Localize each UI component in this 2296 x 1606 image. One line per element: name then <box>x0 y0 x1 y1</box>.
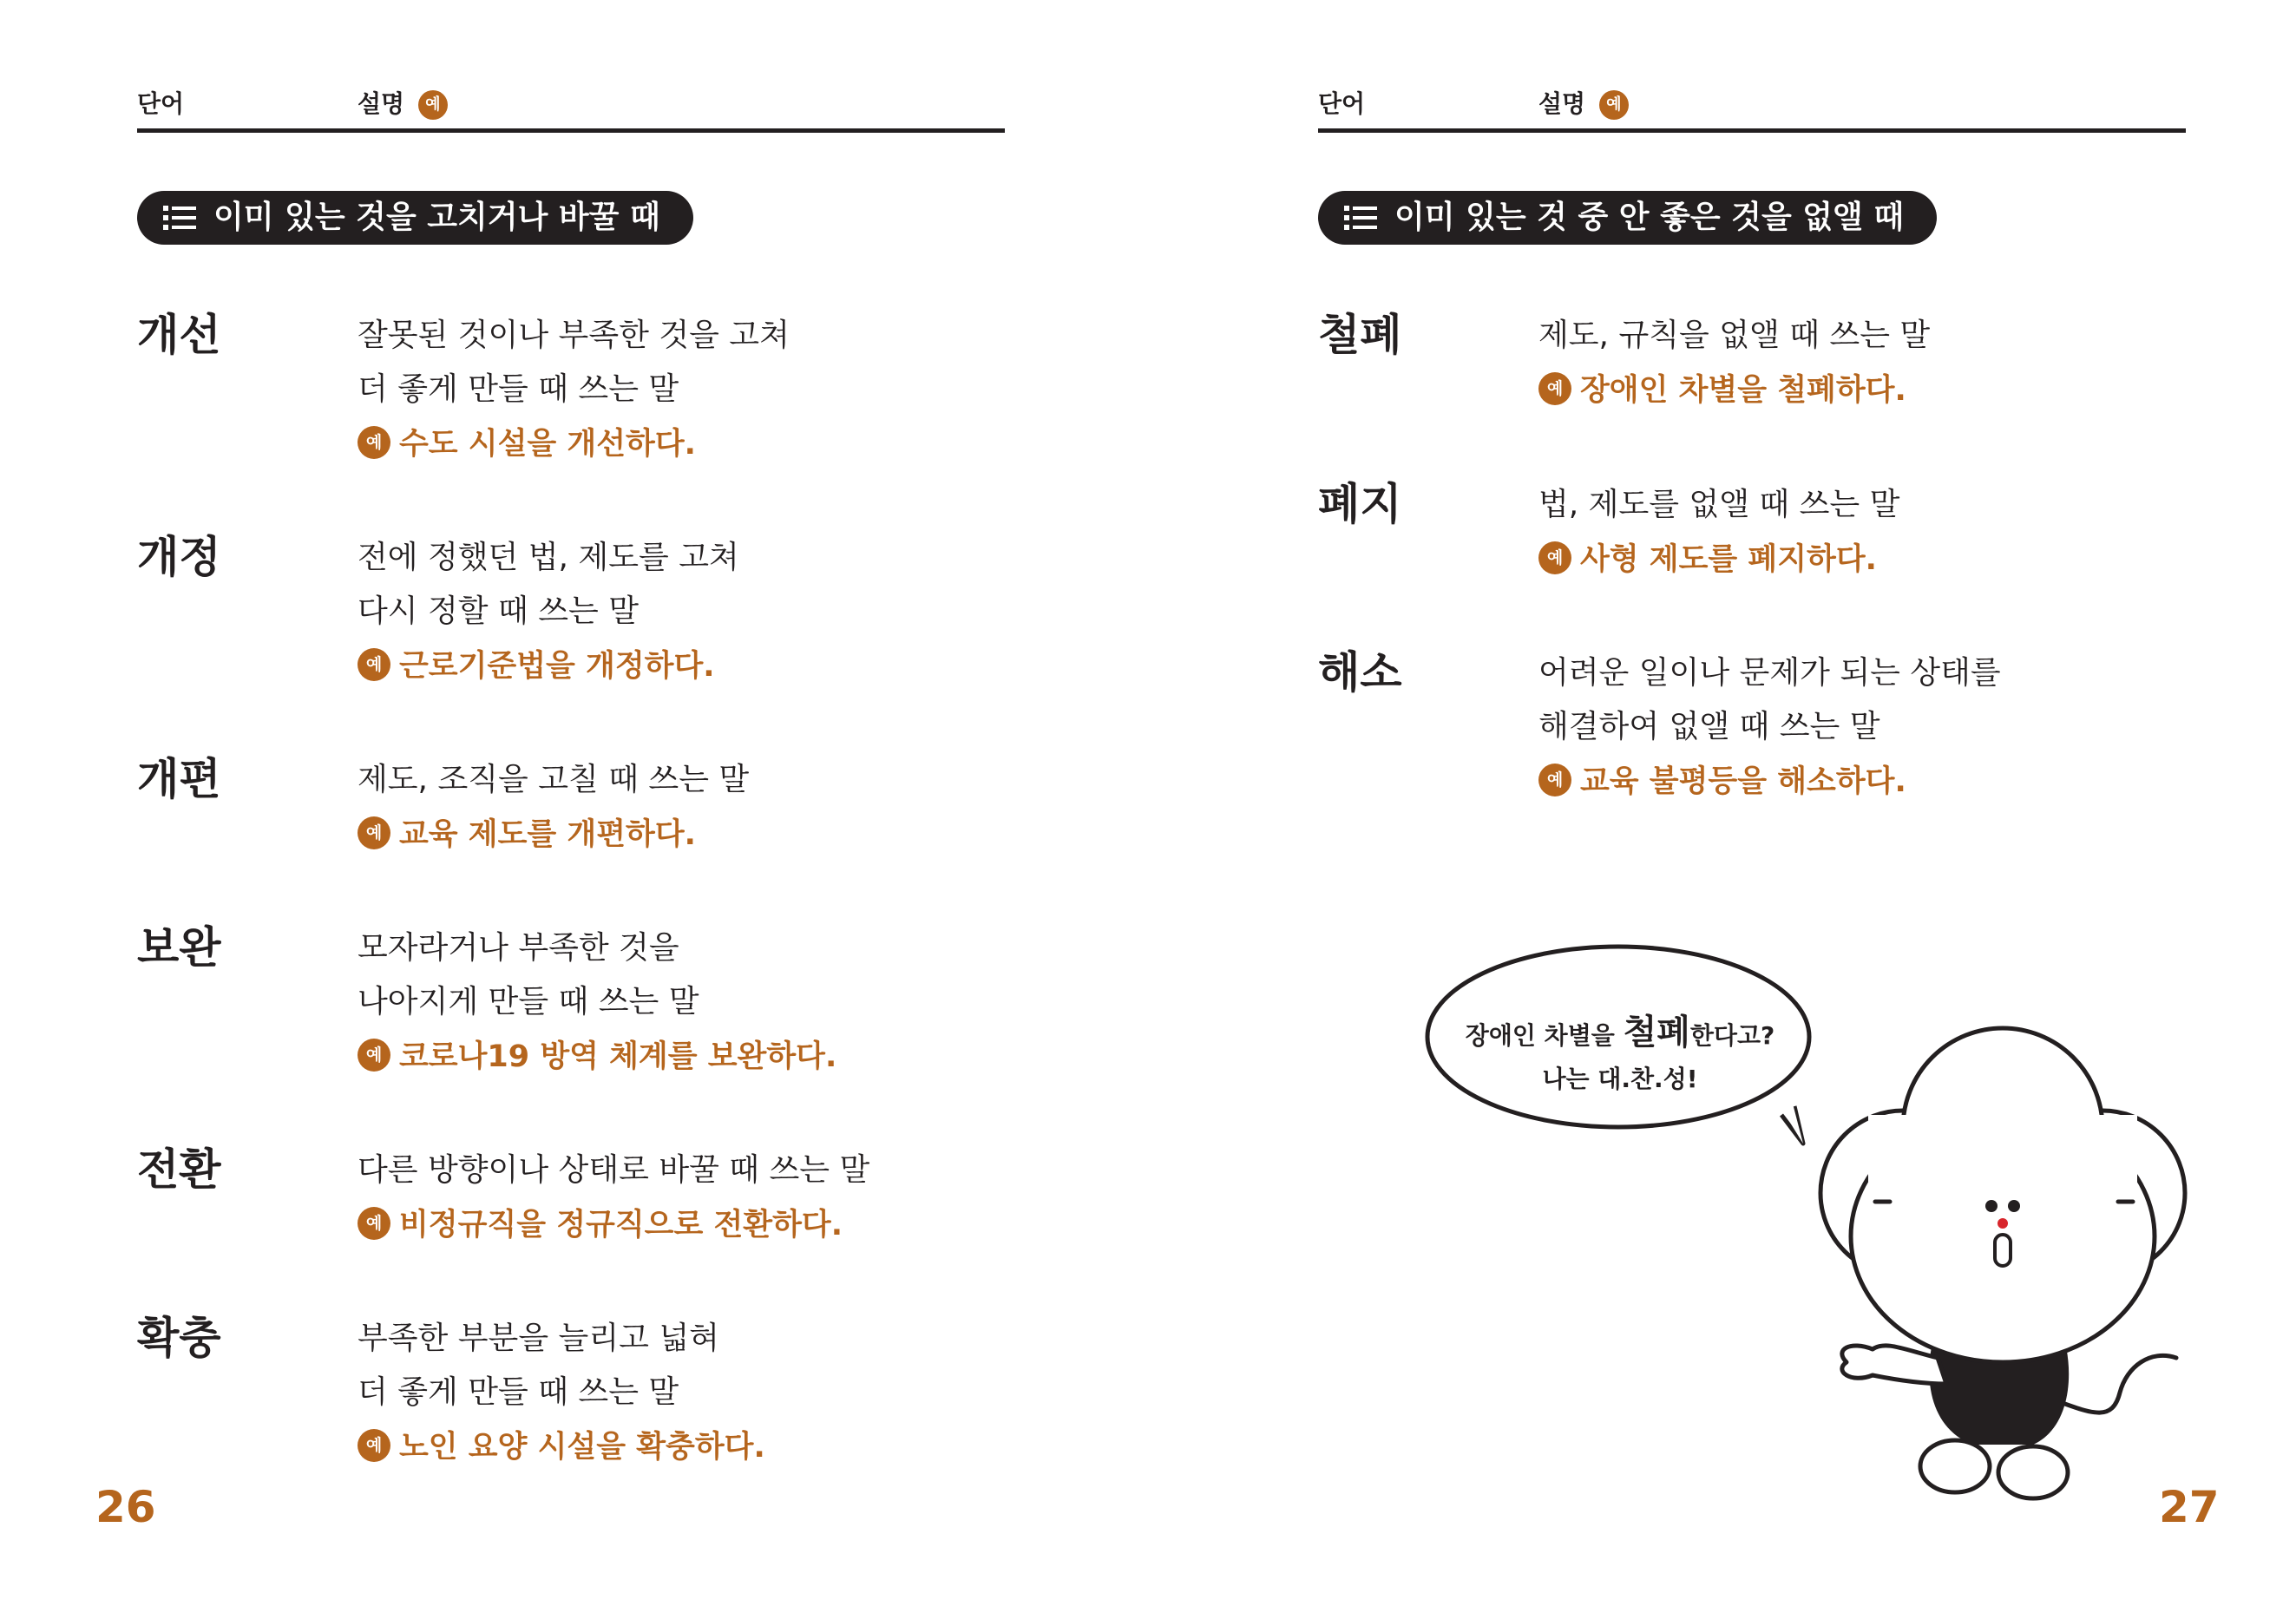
speech-line-2: 나는 대.찬.성! <box>1542 1065 1698 1093</box>
example-badge-icon: 예 <box>358 1429 390 1462</box>
example-badge-icon: 예 <box>418 90 448 120</box>
description-line: 전에 정했던 법, 제도를 고쳐 <box>358 540 739 575</box>
description-label: 설명 <box>358 89 405 118</box>
speech-emphasis: 철폐 <box>1623 1013 1690 1052</box>
example-text: 코로나19 방역 체계를 보완하다. <box>399 1039 837 1074</box>
right-page <box>1148 0 2296 1606</box>
entry-description <box>1538 309 2233 418</box>
description-line: 어려운 일이나 문제가 되는 상태를 <box>1538 655 2001 691</box>
list-icon <box>163 205 196 231</box>
entry-word: 전환 <box>137 1144 221 1195</box>
example-sentence <box>358 416 1052 472</box>
description-label: 설명 <box>1538 89 1586 118</box>
example-sentence <box>1538 532 2233 587</box>
example-badge-icon: 예 <box>1538 372 1571 405</box>
example-sentence <box>358 1197 1052 1253</box>
entry-description <box>358 1312 1052 1475</box>
monkey-foot-right <box>1998 1446 2068 1498</box>
entry-description <box>358 753 1052 862</box>
description-line: 제도, 조직을 고칠 때 쓰는 말 <box>358 762 750 797</box>
example-sentence <box>358 639 1052 694</box>
description-line: 더 좋게 만들 때 쓰는 말 <box>358 1374 679 1410</box>
example-sentence <box>358 807 1052 862</box>
example-sentence <box>1538 363 2233 418</box>
monkey-mouth <box>1995 1235 2011 1266</box>
description-line: 다른 방향이나 상태로 바꿀 때 쓰는 말 <box>358 1152 870 1188</box>
example-badge-icon: 예 <box>358 816 390 849</box>
entry-word: 개편 <box>137 754 221 804</box>
entry-description <box>358 309 1052 472</box>
page-number: 27 <box>2159 1482 2220 1532</box>
entry-description <box>358 921 1052 1085</box>
entry-description <box>358 531 1052 694</box>
entry-word: 개정 <box>137 532 221 582</box>
section-title <box>137 191 693 245</box>
example-badge-icon: 예 <box>358 426 390 459</box>
description-line: 더 좋게 만들 때 쓰는 말 <box>358 371 679 407</box>
description-line: 제도, 규칙을 없앨 때 쓰는 말 <box>1538 318 1931 353</box>
column-word-label: 단어 <box>1318 89 1366 118</box>
description-line: 다시 정할 때 쓰는 말 <box>358 593 639 629</box>
column-header <box>137 80 1005 133</box>
entry-description <box>1538 478 2233 587</box>
column-word-label: 단어 <box>137 89 185 118</box>
section-title <box>1318 191 1937 245</box>
description-line: 부족한 부분을 늘리고 넓혀 <box>358 1321 719 1356</box>
monkey-foot-left <box>1920 1440 1990 1492</box>
example-badge-icon: 예 <box>1599 90 1629 120</box>
description-line: 나아지게 만들 때 쓰는 말 <box>358 984 699 1019</box>
speech-line-1 <box>1420 1011 1820 1058</box>
monkey-head <box>1820 1028 2185 1362</box>
entry-description <box>1538 646 2233 810</box>
speech-after: 한다고? <box>1689 1021 1775 1050</box>
description-line: 해결하여 없앨 때 쓰는 말 <box>1538 709 1880 744</box>
example-text: 비정규직을 정규직으로 전환하다. <box>399 1208 843 1242</box>
entry-word: 보완 <box>137 922 221 973</box>
column-description-label <box>1538 85 1629 120</box>
description-line: 법, 제도를 없앨 때 쓰는 말 <box>1538 487 1900 522</box>
example-badge-icon: 예 <box>358 1207 390 1240</box>
example-sentence <box>1538 754 2233 810</box>
column-description-label <box>358 85 448 120</box>
example-sentence <box>358 1029 1052 1085</box>
description-line: 모자라거나 부족한 것을 <box>358 930 679 966</box>
monkey-eye <box>1985 1200 1998 1212</box>
entry-word: 철폐 <box>1318 310 1402 360</box>
monkey-eye <box>2008 1200 2020 1212</box>
example-text: 교육 제도를 개편하다. <box>399 817 696 852</box>
example-text: 장애인 차별을 철폐하다. <box>1580 373 1906 408</box>
example-text: 사형 제도를 폐지하다. <box>1580 542 1877 577</box>
example-badge-icon: 예 <box>358 648 390 681</box>
section-title-text: 이미 있는 것을 고치거나 바꿀 때 <box>213 200 660 235</box>
page-number: 26 <box>95 1482 156 1532</box>
example-text: 수도 시설을 개선하다. <box>399 427 696 462</box>
example-sentence <box>358 1419 1052 1475</box>
description-line: 잘못된 것이나 부족한 것을 고쳐 <box>358 318 790 353</box>
entry-word: 개선 <box>137 310 221 360</box>
column-header <box>1318 80 2186 133</box>
speech-bubble-text <box>1420 1011 1820 1101</box>
entry-description <box>358 1144 1052 1253</box>
example-text: 노인 요양 시설을 확충하다. <box>399 1430 765 1465</box>
monkey-nose <box>1998 1218 2008 1229</box>
example-badge-icon: 예 <box>358 1039 390 1072</box>
entry-word: 확충 <box>137 1313 221 1363</box>
list-icon <box>1344 205 1377 231</box>
example-text: 교육 불평등을 해소하다. <box>1580 764 1906 799</box>
example-badge-icon: 예 <box>1538 764 1571 796</box>
entry-word: 해소 <box>1318 647 1402 698</box>
monkey-arm <box>1842 1346 1946 1384</box>
speech-before: 장애인 차별을 <box>1465 1021 1624 1050</box>
example-badge-icon: 예 <box>1538 541 1571 574</box>
section-title-text: 이미 있는 것 중 안 좋은 것을 없앨 때 <box>1394 200 1905 235</box>
example-text: 근로기준법을 개정하다. <box>399 649 715 684</box>
entry-word: 폐지 <box>1318 479 1402 529</box>
